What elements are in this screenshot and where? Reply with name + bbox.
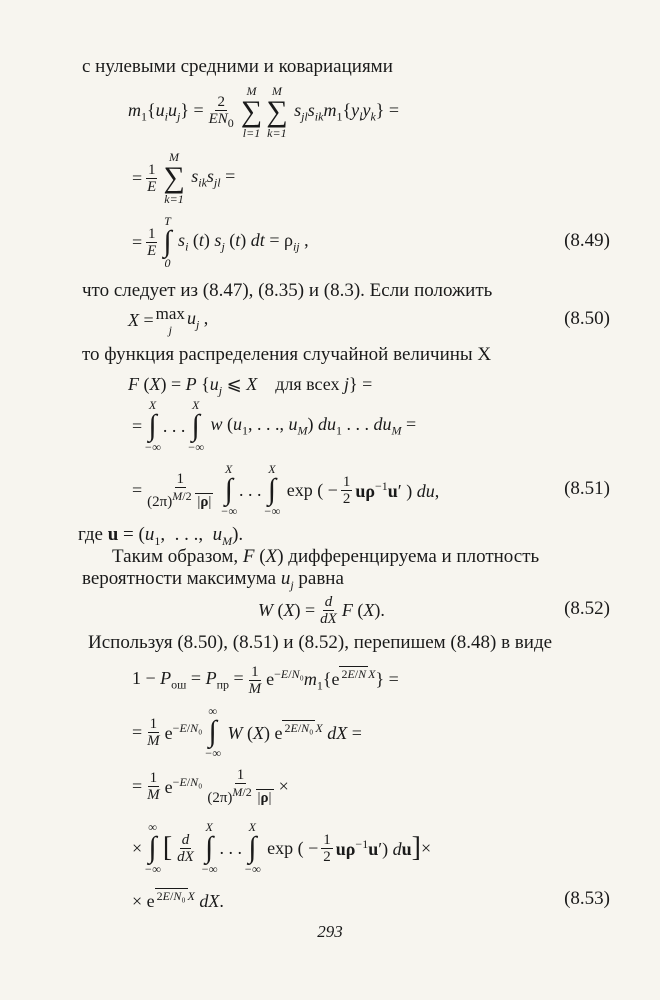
text-line-after-8-49: что следует из (8.47), (8.35) и (8.3). Если положить	[82, 280, 493, 301]
fraction: $\frac{1}{(2\pi)^{M/2} |\rho|}$	[207, 766, 272, 806]
sum-symbol: M ∑ k=1	[266, 84, 288, 140]
eq-number-8-51: (8.51)	[564, 478, 610, 499]
integral-symbol: ∞ ∫ −∞	[144, 820, 161, 876]
equation-8-53-row-4: × ∞ ∫ −∞ [ $\frac{d}{dX}$ X ∫ −∞ . . . X ∫ −∞ exp ( − $\frac{1}{2}$ $u\rho^{-1}u'$) du ] ×	[132, 820, 432, 876]
text-line-before-8-51: то функция распределения случайной величины X	[82, 344, 492, 365]
fraction: $\frac{1}{(2\pi)^{M/2} |\rho|}$	[147, 470, 212, 510]
equation-8-50: X = max j $u_j$ ,	[128, 304, 209, 337]
integral-symbol: X ∫ −∞	[200, 820, 218, 876]
equation-8-51-row-2: = X ∫ −∞ . . . X ∫ −∞ w ($u_1$, . . ., $u_M$) $du_1$ . . . $du_M$ =	[132, 398, 417, 454]
eq-rhs: $s_{jl}s_{ik}m_1\{y_ly_k\}$ =	[294, 99, 400, 124]
fraction: $\frac{d}{dX}$	[177, 831, 194, 865]
eq-lhs: $m_1\{u_iu_j\}$ =	[128, 99, 204, 124]
text-line-ispolzuya: Используя (8.50), (8.51) и (8.52), перепишем (8.48) в виде	[88, 632, 553, 653]
fraction: $\frac{1}{2}$	[342, 473, 351, 507]
equation-8-49-row-2: = $\frac{1}{E}$ M ∑ k=1 $s_{ik}s_{jl}$ =	[132, 150, 236, 206]
integral-symbol: T ∫ 0	[163, 214, 172, 270]
page-number: 293	[317, 922, 343, 941]
integral-symbol: X ∫ −∞	[144, 398, 161, 454]
equation-8-53-row-2: = $\frac{1}{M}$ $e^{-E/N_0}$ ∞ ∫ −∞ W (X) e $^{2E/N_0 X}$ dX =	[132, 704, 362, 760]
fraction: $\frac{1}{E}$	[147, 161, 157, 195]
fraction: $\frac{2}{EN_0}$	[208, 93, 234, 130]
integral-symbol: X ∫ −∞	[220, 462, 238, 518]
integral-symbol: ∞ ∫ −∞	[204, 704, 221, 760]
fraction: $\frac{1}{E}$	[147, 225, 157, 259]
text-paragraph-line-1: Таким образом, F (X) дифференцируема и плотность	[112, 546, 540, 567]
max-operator: max j	[155, 304, 185, 337]
eq-number-8-50: (8.50)	[564, 308, 610, 329]
fraction: $\frac{1}{M}$	[147, 769, 160, 803]
integral-symbol: X ∫ −∞	[187, 398, 204, 454]
text-line-1: с нулевыми средними и ковариациями	[82, 56, 393, 77]
text-paragraph-line-2: вероятности максимума $u_j$ равна	[82, 568, 344, 592]
eq-number-8-53: (8.53)	[564, 888, 610, 909]
eq-number-8-52: (8.52)	[564, 598, 610, 619]
equation-8-53-row-1: $1 - P_{ош} = P_{пр}$ = $\frac{1}{M}$ $e^{-E/N_0}m_1\{e$ $^{2E/N X}$} =	[132, 663, 399, 697]
text-u-definition: где $u = (u_1$, . . ., $u_M$).	[78, 524, 244, 548]
equation-8-51-row-1: F (X) = P {$u_j$ ⩽ X для всех j} =	[128, 373, 373, 398]
sum-symbol: M ∑ l=1	[240, 84, 263, 140]
sum-symbol: M ∑ k=1	[163, 150, 185, 206]
integral-symbol: X ∫ −∞	[243, 820, 261, 876]
equation-8-49-row-1	[128, 84, 400, 140]
eq-number-8-49: (8.49)	[564, 230, 610, 251]
equation-8-52: W (X) = $\frac{d}{dX}$ F (X).	[258, 593, 385, 627]
fraction: $\frac{1}{2}$	[323, 831, 331, 865]
integral-symbol: X ∫ −∞	[263, 462, 281, 518]
fraction: $\frac{d}{dX}$	[320, 593, 337, 627]
equation-8-49-row-3: = $\frac{1}{E}$ T ∫ 0 $s_i$ (t) $s_j$ (t) dt = $\rho_{ij}$ ,	[132, 214, 309, 270]
equation-8-51-row-3: = $\frac{1}{(2\pi)^{M/2} |\rho|}$ X ∫ −∞ . . . X ∫ −∞ exp ( − $\frac{1}{2}$ $u\rho^{-1}u'$ ) du,	[132, 462, 440, 518]
equation-8-53-row-3: = $\frac{1}{M}$ $e^{-E/N_0}$ $\frac{1}{(2\pi)^{M/2} |\rho|}$ ×	[132, 766, 289, 806]
equation-8-53-row-5: × e $^{2E/N_0 X}$ dX.	[132, 888, 224, 911]
fraction: $\frac{1}{M}$	[248, 663, 262, 697]
fraction: $\frac{1}{M}$	[147, 715, 160, 749]
